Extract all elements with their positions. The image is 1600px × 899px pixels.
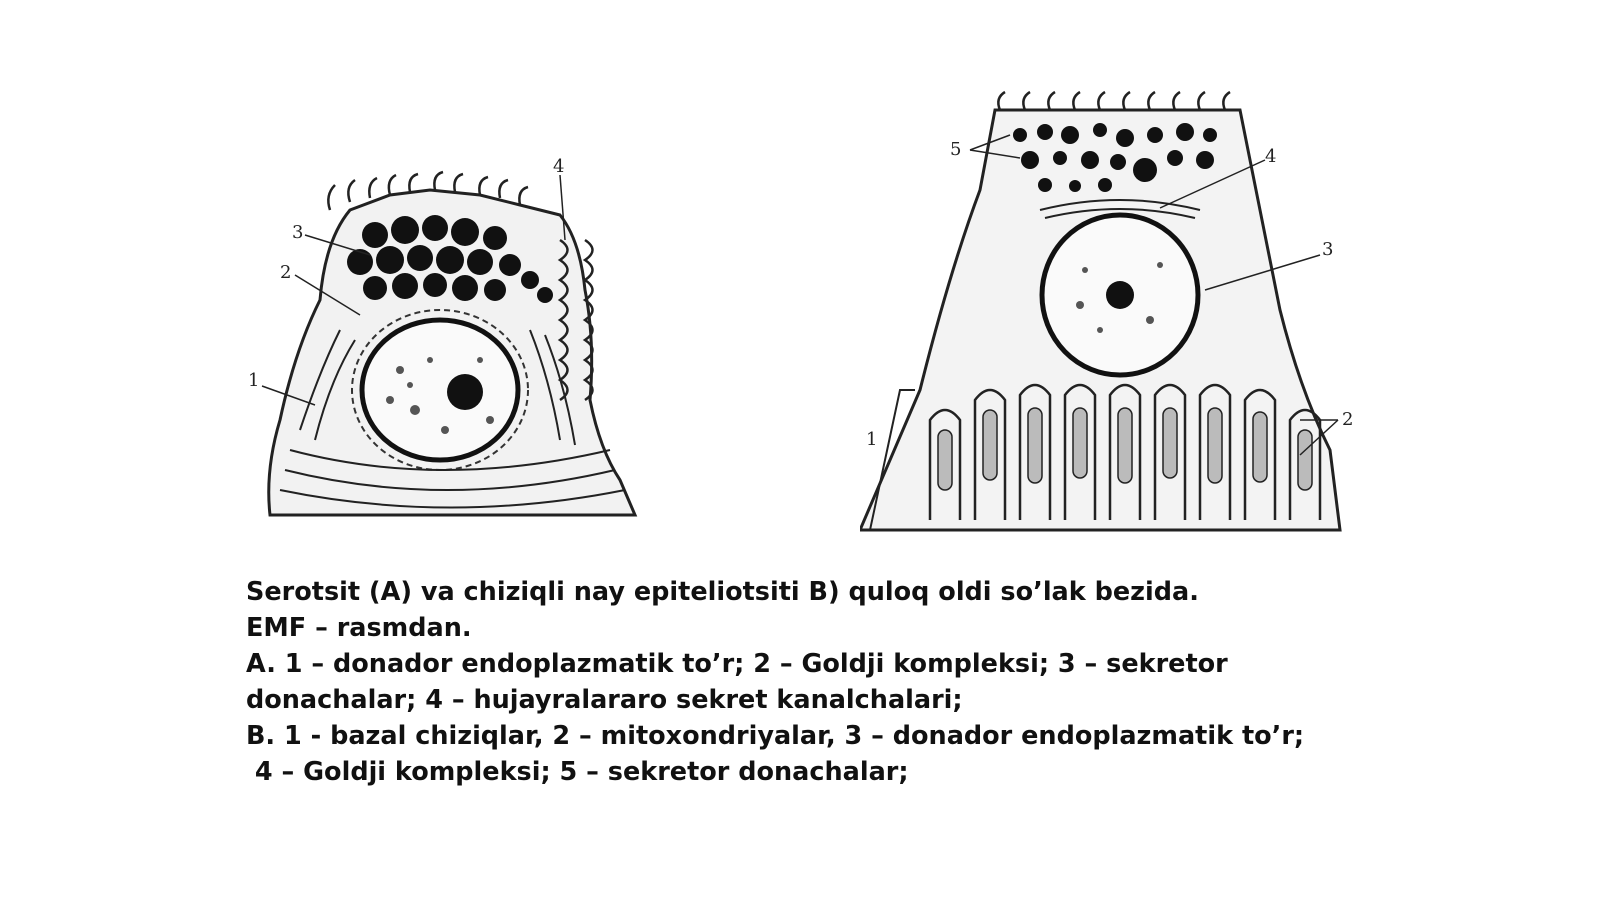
caption-line: 4 – Goldji kompleksi; 5 – sekretor donachalar; [246, 757, 909, 787]
nucleus [362, 320, 518, 460]
caption-line: EMF – rasmdan. [246, 613, 472, 643]
label-b-1: 1 [866, 429, 878, 450]
figure-caption [246, 574, 1386, 790]
label-a-3: 3 [292, 222, 304, 243]
nucleolus [447, 374, 483, 410]
striated-duct-cell-drawing [860, 90, 1380, 550]
microvilli [998, 92, 1230, 110]
mitochondria [938, 408, 1312, 490]
label-b-5: 5 [950, 139, 962, 160]
label-b-4: 4 [1265, 146, 1277, 167]
caption-line: B. 1 - bazal chiziqlar, 2 – mitoxondriyalar, 3 – donador endoplazmatik to’r; [246, 721, 1305, 751]
serous-cell-drawing [240, 150, 660, 540]
caption-line: A. 1 – donador endoplazmatik to’r; 2 – Goldji kompleksi; 3 – sekretor [246, 649, 1228, 679]
serous-cell-figure [240, 150, 660, 540]
striated-duct-cell-figure [860, 90, 1380, 550]
label-b-3: 3 [1322, 239, 1334, 260]
caption-line: Serotsit (A) va chiziqli nay epiteliotsiti B) quloq oldi so’lak bezida. [246, 577, 1199, 607]
label-a-4: 4 [553, 156, 565, 177]
caption-line: donachalar; 4 – hujayralararo sekret kanalchalari; [246, 685, 963, 715]
label-a-2: 2 [280, 262, 292, 283]
nucleolus [1106, 281, 1134, 309]
label-a-1: 1 [248, 370, 260, 391]
label-b-2: 2 [1342, 409, 1354, 430]
